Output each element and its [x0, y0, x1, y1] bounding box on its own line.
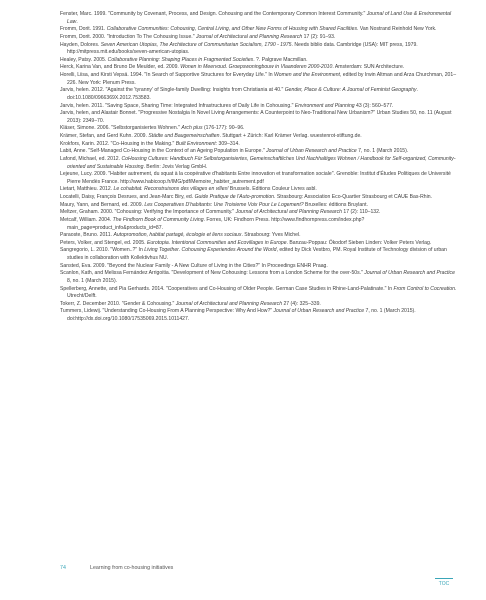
reference-entry: Metcalf, William. 2004. The Findhorn Book of Community Living. Forres, UK: Findhorn Press. http://www.findhornpress.com/index.php?main_page=product_info&products_id=87. — [60, 216, 365, 231]
running-title: Learning from co-housing initiatives — [90, 565, 174, 571]
reference-entry: Labit, Anne. "Self-Managed Co-Housing in the Context of an Ageing Population in Europe." Journal of Urban Research and Practice 7, no. 1 (March 2015). — [60, 148, 409, 155]
toc-link[interactable]: TOC — [435, 578, 453, 589]
reference-entry: Spellerberg, Annette, and Pia Gerhards. 2014. "Cooperatives and Co-Housing of Older People. German Case Studies in Rhine-Land-Palatinate." In From Control to Cocreation. Utrecht/Delft. — [60, 285, 457, 300]
reference-entry: Locatelli, Daisy, François Desrues, and Jean-Marc Biry, ed. Guide Pratique de l'Auto-promotion. Strasbourg: Association Eco-Quartier Strasbourg et CAUE Bas-Rhin. — [60, 194, 432, 200]
reference-entry: Kläser, Simone. 2006. "Selbstorganisiertes Wohnen." Arch plus (176-177): 90–96. — [60, 125, 245, 132]
reference-entry: Scanlon, Kath, and Melissa Fernández Arrigoitia. "Development of New Cohousing: Lessons from a London Scheme for the over-50s." Journal of Urban Research and Practice 8, no. 1 (March 2015). — [60, 270, 455, 284]
reference-entry: Lafond, Michael, ed. 2012. CoHousing Cultures: Handbuch Für Selbstorganisiertes, Gemeinschaftliches Und Nachhaltiges Wohnen / Handbook for Self-organized, Community-oriented and Sustainable Housing. Berlin: Jovis Verlag GmbH. — [60, 155, 456, 170]
reference-entry: Healey, Patsy. 2005. Collaborative Planning: Shaping Places in Fragmented Societies. ?. Palgrave Macmillan. — [60, 56, 308, 63]
reference-entry: Maury, Yann, and Bernard, ed. 2009. Les Cooperatives D'habitants: Une Troisieme Voix Pour Le Logement? Bruxelles: éditions Bruylant. — [60, 201, 368, 208]
reference-entry: Fromm, Dorit. 1991. Collaborative Communities: Cohousing, Central Living, and Other New Forms of Housing with Shared Facilities. Van Nostrand Reinhold New York. — [60, 26, 437, 33]
reference-entry: Horelli, Liisa, and Kirsti Vepsä. 1994. "In Search of Supportive Structures for Everyday Life." In Women and the Environment, edited by Irwin Altman and Arza Churchman, 201–226. New York: Plenum Press. — [60, 72, 457, 86]
reference-entry: Hayden, Dolores. Seven American Utopias, The Architecture of Communitarian Socialism, 1790 - 1975. Needs biblio data. Cambridge (USA): MIT press, 1979. http://mitpress.mit.edu/books/seven-american-utopias. — [60, 41, 418, 56]
reference-entry: Krokfors, Karin. 2012. "Co-Housing in the Making." Built Environment: 309–314. — [60, 140, 240, 147]
reference-entry: Tokerr, Z. December 2010. "Gender & Cohousing." Journal of Architectural and Planning Research 27 (4): 325–339. — [60, 300, 321, 307]
reference-entry: Meltzer, Graham. 2000. "Cohousing: Verifying the Importance of Community." Journal of Architectural and Planning Research 17 (2): 110–132. — [60, 209, 381, 216]
reference-entry: Krämer, Stefan, and Gerd Kuhn. 2009. Städte und Baugemeinschaften. Stuttgart + Zürich: Karl Krämer Verlag. wuestenrot-stiftung.de. — [60, 133, 362, 139]
reference-entry: Herck, Karina Van, and Bruno De Meulder, ed. 2009. Wonen in Meervoud. Groepswoningbouw in Vlaanderen 2000-2010. Amsterdam: SUN Architecture. — [60, 64, 405, 71]
reference-entry: Tummers, Lidewij. "Understanding Co-Housing From A Planning Perspective: Why And How?" Journal of Urban Research and Practice 7, no. 1 (March 2015). doi:http://dx.doi.org/10.1080/17535069.2015.1011427. — [60, 308, 416, 322]
reference-list — [60, 11, 458, 324]
reference-entry: Jarvis, helen. 2012. "Against the 'tyranny' of Single-family Dwelling: Insights from Christiania at 40." Gender, Place & Culture: A Journal of Feminist Geography. doi:10.1080/0966369X.2012.753583. — [60, 87, 418, 101]
reference-entry: Peters, Volker, and Stengel, ed. 2005. Eurotopia. Intentional Communities and Ecovillages in Europe. Banzau-Poppau: Ökodorf Sieben Linden: Volker Peters Verlag. — [60, 239, 432, 246]
reference-entry: Fromm, Dorit. 2000. "Introduction To The Cohousing Issue." Journal of Architectural and Planning Research 17 (2): 91–93. — [60, 33, 336, 40]
reference-entry: Lejeune, Lucy. 2009. "Habiter autrement, du squat à la coopérative d'habitants Entre innovation et transformation sociale". Grenoble: Institut d'Études Politiques de Université Pierre Mendès France. http://www.habicoop.fr/IMG/pdf/Memoire_habiter_autrement.pdf — [60, 171, 451, 185]
reference-entry: Lietart, Matthieu. 2012. Le cohabitat. Reconstruisons des villages en villes! Brussels. Editions Couleur Livres asbl. — [60, 186, 317, 193]
reference-entry: Fenster, Marc. 1999. "Community by Covenant, Process, and Design. Cohousing and the Contemporary Common Interest Community." Journal of Land Use & Environmental Law. — [60, 11, 452, 25]
page-footer — [60, 564, 173, 573]
reference-entry: Paraoste, Bruno. 2011. Autopromotion, habitat partagé, écologie et liens sociaux. Strasbourg: Yves Michel. — [60, 232, 301, 239]
reference-entry: Jarvis, helen. 2011. "Saving Space, Sharing Time: Integrated Infrastructures of Daily Life in Cohousing." Environment and Planning 43 (3): 560–577. — [60, 102, 394, 109]
reference-entry: Jarvis, helen, and Alastair Bonnet. "Progressive Nostalgia In Novel Living Arrangements: A Counterpoint to Neo-Traditional New Urbanism?" Urban Studies 50, no. 11 (August 2013): 2349–70. — [60, 110, 452, 124]
reference-entry: Sansted, Eva. 2009. "Beyond the Nuclear Family - A New Culture of Living in the Cities?" In Proceedings ENHR Praag. — [60, 262, 328, 269]
page-number: 74 — [60, 565, 66, 571]
reference-entry: Sangregorio, L. 2010. "Women..?" In Living Together. Cohousing Experiendes Around the World, edited by Dick Vestbro, PM. Royal Institute of Technology division of urban studies in collaboration with Kollektivhus NU. — [60, 247, 447, 261]
